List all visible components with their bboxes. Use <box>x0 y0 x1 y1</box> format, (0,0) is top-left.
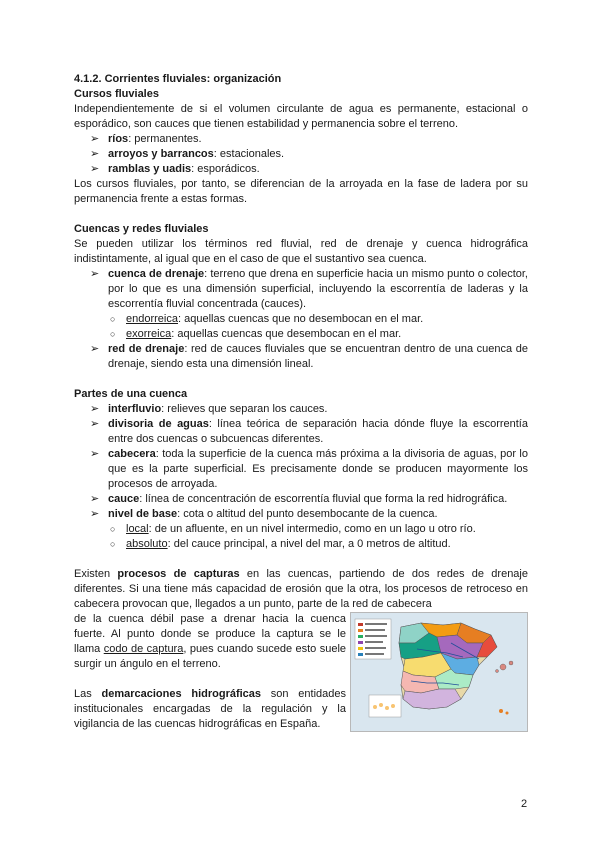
capturas-paragraph: Existen procesos de capturas en las cuencas, partiendo de dos redes de drenaje diferentes. Si una tiene más capacidad de erosión que la otra, los procesos de retroceso en cabecera provocan que, llegados a un punto, parte de la red de cabecera <box>74 568 528 610</box>
cuencas-list <box>74 267 528 312</box>
cursos-outro: Los cursos fluviales, por tanto, se diferencian de la arroyada en la fase de ladera por su permanencia frente a estas formas. <box>74 178 528 205</box>
cuencas-heading: Cuencas y redes fluviales <box>74 223 209 235</box>
demarcaciones-map-image <box>350 612 528 732</box>
page-number: 2 <box>521 798 528 810</box>
list-item: ➢ cauce: línea de concentración de escorrentía fluvial que forma la red hidrográfica. <box>90 493 508 505</box>
sub-list-item: ○ local: de un afluente, en un nivel intermedio, como en un lago u otro río. <box>110 523 476 535</box>
sub-list-item: ○ endorreica: aquellas cuencas que no desembocan en el mar. <box>110 313 424 325</box>
circle-bullet-icon: ○ <box>110 539 116 549</box>
circle-bullet-icon: ○ <box>110 329 116 339</box>
arrow-bullet-icon: ➢ <box>90 448 100 460</box>
partes-heading: Partes de una cuenca <box>74 388 188 400</box>
list-item: ➢ interfluvio: relieves que separan los cauces. <box>90 403 328 415</box>
arrow-bullet-icon: ➢ <box>90 343 100 355</box>
list-item: ➢ cuenca de drenaje: terreno que drena en superficie hacia un mismo punto o colector, por lo que es una dimensión superficial, incluyendo la escorrentía de laderas y la escorrentía fluvial concentrada (cauces). <box>90 268 528 310</box>
cursos-intro: Independientemente de si el volumen circulante de agua es permanente, estacional o esporádico, son cauces que tienen estabilidad y permanencia sobre el terreno. <box>74 103 528 130</box>
cursos-list <box>74 132 528 177</box>
arrow-bullet-icon: ➢ <box>90 148 100 160</box>
arrow-bullet-icon: ➢ <box>90 508 100 520</box>
document-body <box>74 72 528 732</box>
list-item: ➢ divisoria de aguas: línea teórica de separación hacia dónde fluye la escorrentía entre dos cuencas o subcuencas diferentes. <box>90 418 528 445</box>
list-item: ➢ ríos: permanentes. <box>90 133 202 145</box>
cursos-heading: Cursos fluviales <box>74 88 159 100</box>
arrow-bullet-icon: ➢ <box>90 403 100 415</box>
circle-bullet-icon: ○ <box>110 314 116 324</box>
arrow-bullet-icon: ➢ <box>90 163 100 175</box>
spain-map-icon <box>351 613 527 731</box>
list-item: ➢ cabecera: toda la superficie de la cuenca más próxima a la divisoria de aguas, por lo que es la parte superficial. Es precisamente donde se producen mayormente los procesos de arroyada. <box>90 448 528 490</box>
sub-list-item: ○ absoluto: del cauce principal, a nivel del mar, a 0 metros de altitud. <box>110 538 451 550</box>
cuencas-sublist <box>74 312 528 342</box>
sub-list-item: ○ exorreica: aquellas cuencas que desembocan en el mar. <box>110 328 402 340</box>
arrow-bullet-icon: ➢ <box>90 268 100 280</box>
partes-list <box>74 402 528 522</box>
cuencas-intro: Se pueden utilizar los términos red fluvial, red de drenaje y cuenca hidrográfica indistintamente, al igual que en el caso de que el sustantivo sea cuenca. <box>74 238 528 265</box>
arrow-bullet-icon: ➢ <box>90 493 100 505</box>
circle-bullet-icon: ○ <box>110 524 116 534</box>
section-title: 4.1.2. Corrientes fluviales: organización <box>74 73 282 85</box>
arrow-bullet-icon: ➢ <box>90 133 100 145</box>
list-item: ➢ arroyos y barrancos: estacionales. <box>90 148 285 160</box>
nivel-base-sublist <box>74 522 528 552</box>
capturas-paragraph-cont: de la cuenca débil pase a drenar hacia la cuenca fuerte. Al punto donde se produce la captura se le llama codo de captura, pues cuando sucede esto suele surgir un ángulo en el terreno. <box>74 613 347 670</box>
list-item: ➢ nivel de base: cota o altitud del punto desembocante de la cuenca. <box>90 508 438 520</box>
list-item: ➢ red de drenaje: red de cauces fluviales que se encuentran dentro de una cuenca de drenaje, siendo esta una dimensión lineal. <box>90 343 528 370</box>
list-item: ➢ ramblas y uadis: esporádicos. <box>90 163 260 175</box>
capturas-map-block <box>74 612 528 732</box>
arrow-bullet-icon: ➢ <box>90 418 100 430</box>
demarcaciones-paragraph: Las demarcaciones hidrográficas son entidades institucionales encargadas de la regulación y la vigilancia de las cuencas hidrográficas en España. <box>74 688 346 730</box>
